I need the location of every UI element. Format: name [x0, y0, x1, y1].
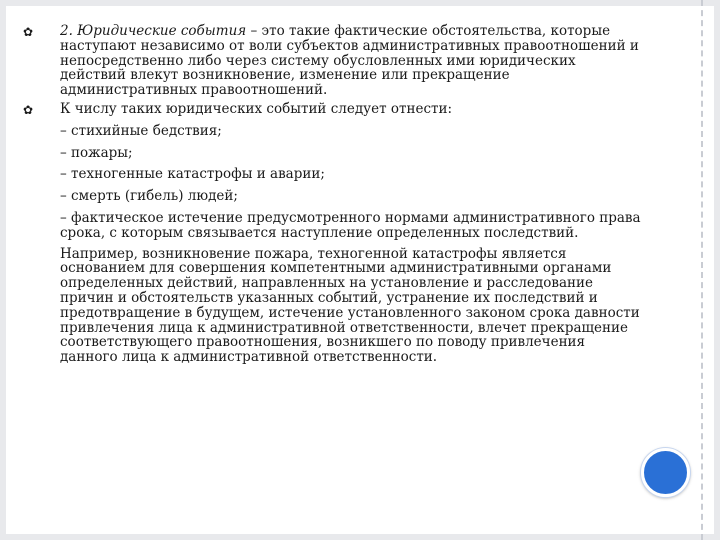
slide-content	[20, 24, 645, 365]
list-item-death: – смерть (гибель) людей;	[60, 188, 238, 205]
dashed-border	[701, 0, 703, 540]
bullet-paragraph-legal-events	[20, 24, 645, 98]
decorative-blue-circle	[641, 448, 690, 497]
example-paragraph: Например, возникновение пожара, техногенной катастрофы является основанием для совершения компетентными административными органами определенных действий, направленных на установление и расследование причин и обстоятельств указанных событий, устранение их последствий и предотвращение в будущем, истечение установленного законом срока давности привлечения лица к административной ответственности, влечет прекращение соответствующего правоотношения, возникшего по поводу привлечения данного лица к административной ответственности.	[60, 245, 640, 366]
term-lead: 2. Юридические события	[60, 23, 247, 39]
flower-bullet-icon: ✿	[22, 25, 34, 39]
flower-bullet-icon: ✿	[22, 102, 34, 117]
list-item-technogenic-catastrophes: – техногенные катастрофы и аварии;	[60, 166, 325, 183]
definition-text: – это такие фактические обстоятельства, которые наступают независимо от воли субъектов административных правоотношений и непосредственно либо через систему обусловленных ими юридических действий влекут возникновение, изменение или прекращение административных правоотношений.	[60, 23, 639, 99]
list-item-fires: – пожары;	[60, 144, 133, 161]
list-intro-text: К числу таких юридических событий следует отнести:	[60, 100, 453, 117]
bullet-paragraph-list-intro	[20, 102, 645, 117]
list-item-natural-disasters: – стихийные бедствия;	[60, 122, 222, 139]
list-item-term-expiry: – фактическое истечение предусмотренного нормами административного права срока, с которым связывается наступление определенных последствий.	[60, 209, 641, 241]
